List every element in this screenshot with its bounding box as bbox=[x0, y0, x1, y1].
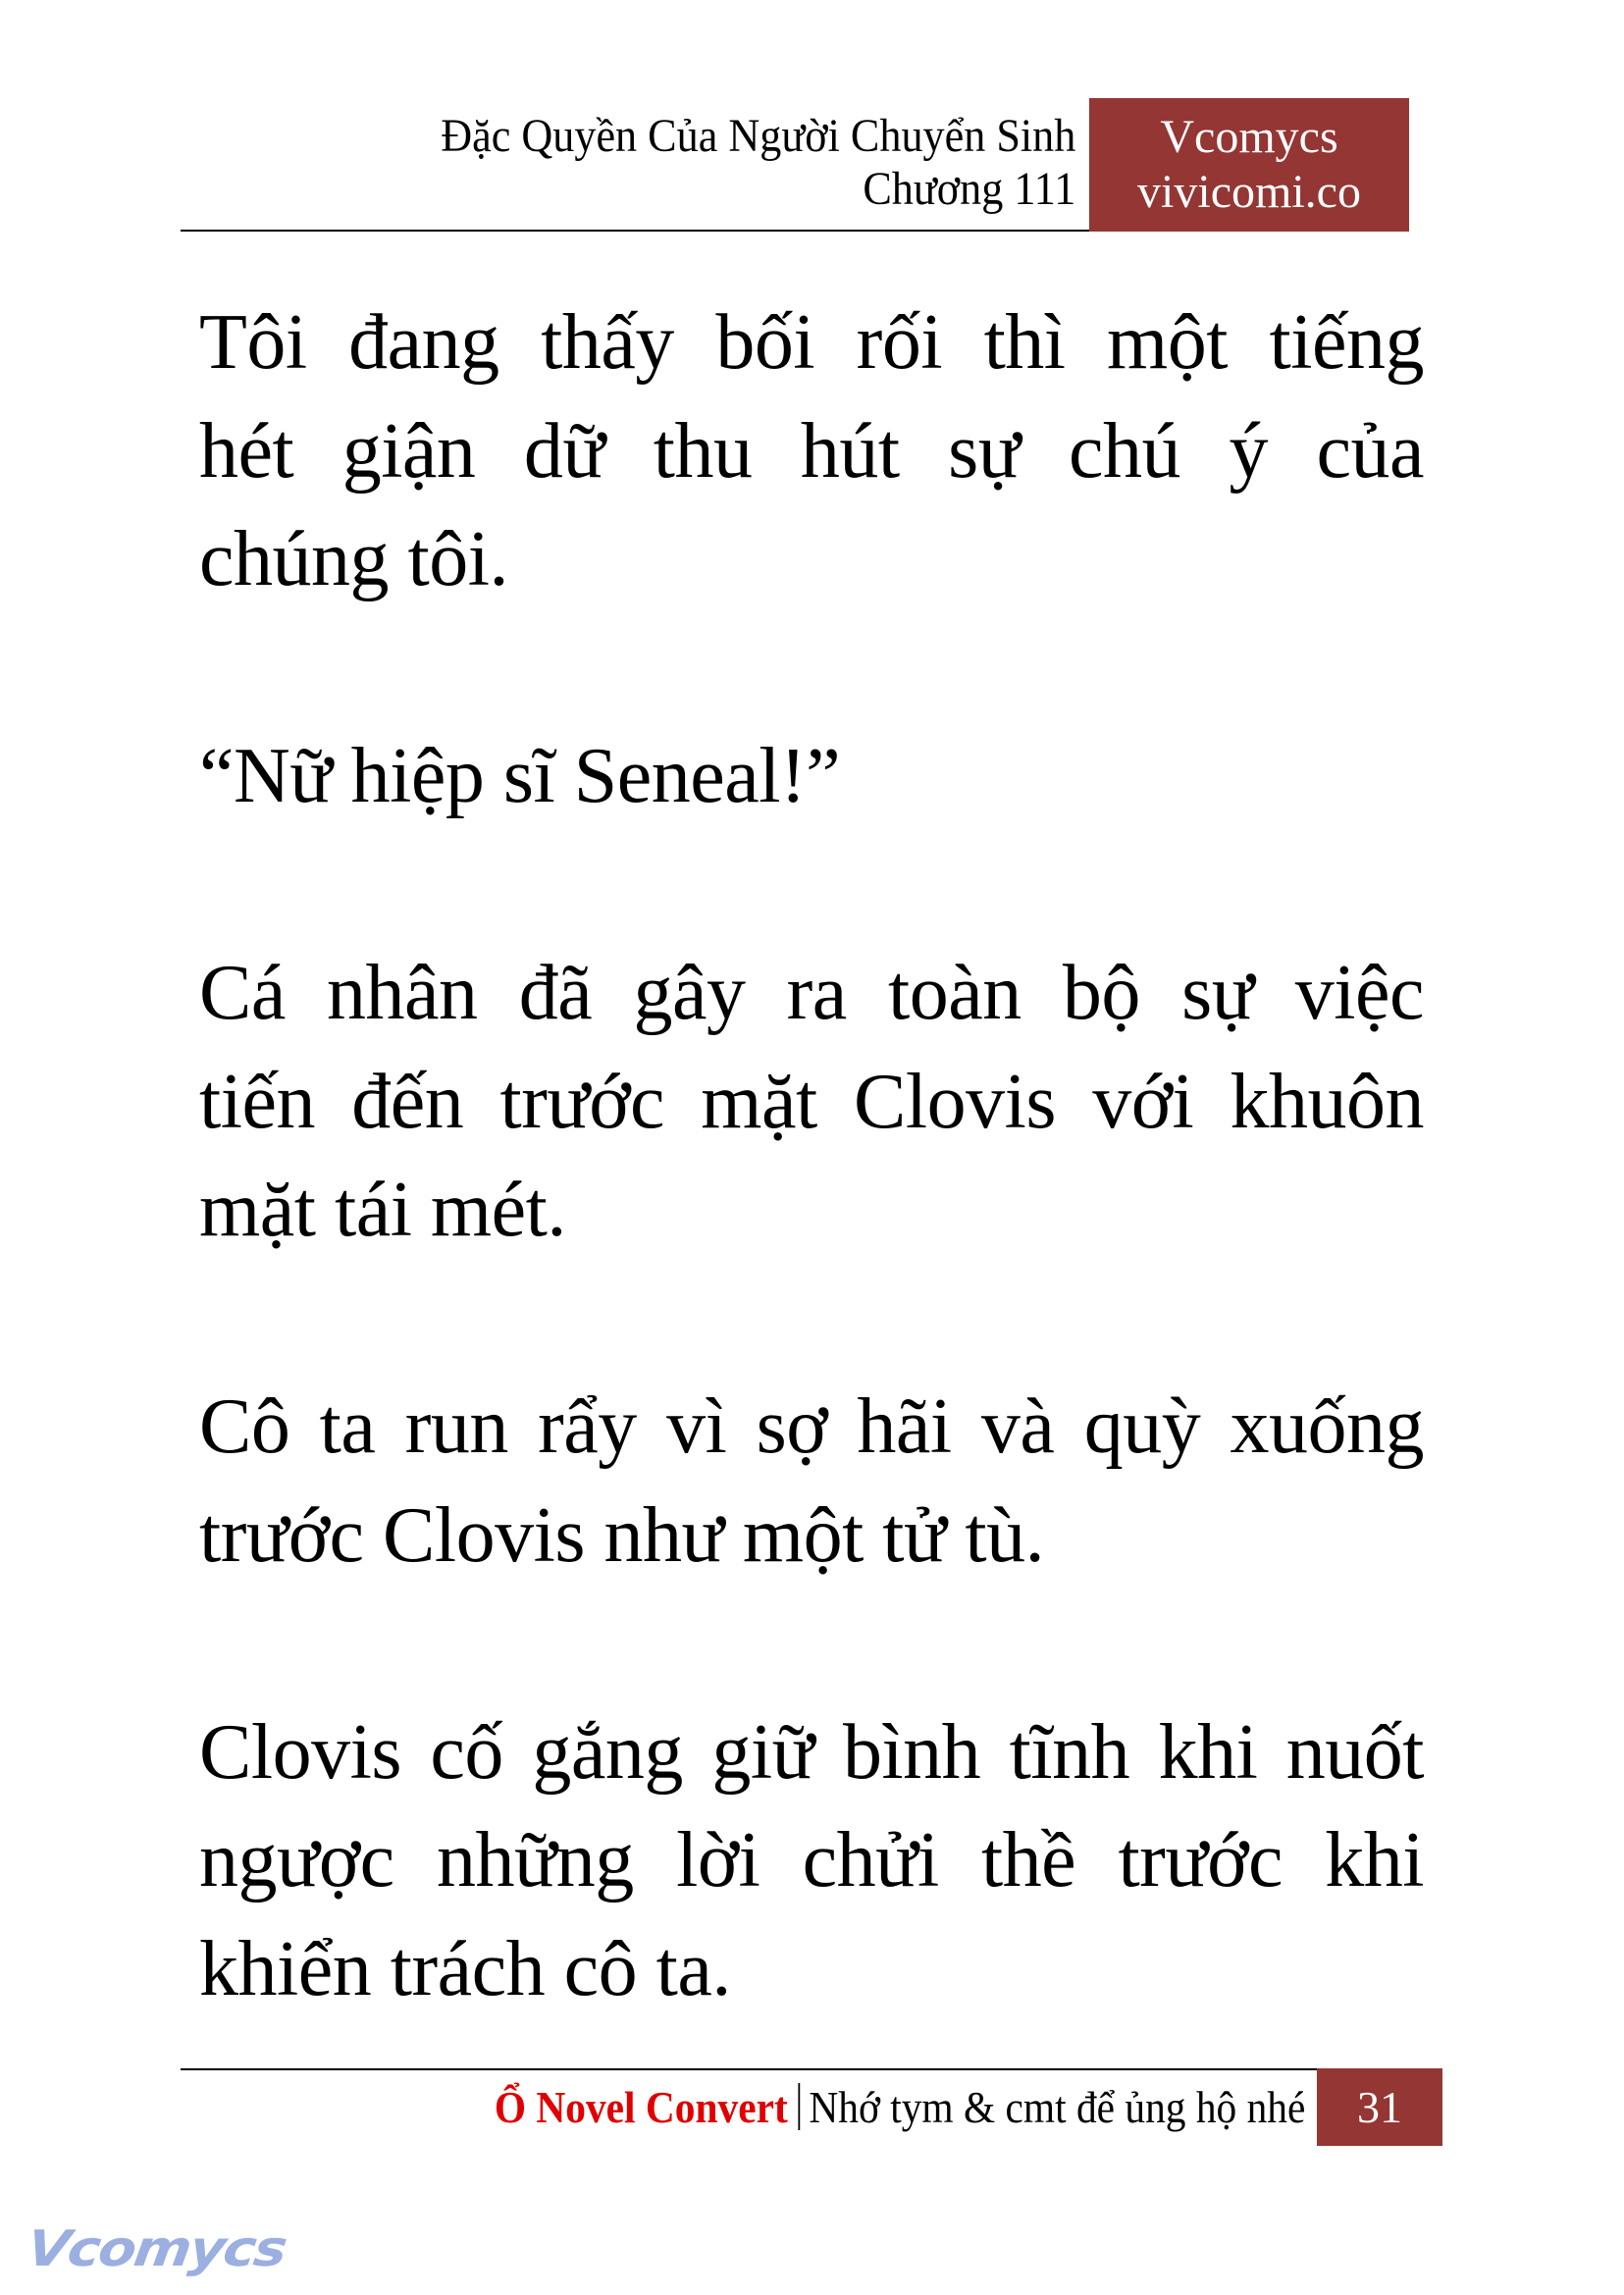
text-line: Cô ta run rẩy vì sợ hãi và quỳ xuống bbox=[199, 1383, 1424, 1470]
page-footer bbox=[181, 2068, 1442, 2147]
footer-text bbox=[494, 2078, 1305, 2137]
footer-brand: Ổ Novel Convert bbox=[494, 2082, 788, 2132]
paragraph bbox=[199, 1373, 1424, 1590]
text-line: tiến đến trước mặt Clovis với khuôn bbox=[199, 1058, 1424, 1145]
vcomycs-logo: Vcomycs bbox=[23, 2220, 289, 2278]
text-line: hét giận dữ thu hút sự chú ý của bbox=[199, 407, 1424, 495]
header-title-block bbox=[441, 110, 1075, 216]
text-line: Clovis cố gắng giữ bình tĩnh khi nuốt bbox=[199, 1708, 1424, 1796]
text-line: Tôi đang thấy bối rối thì một tiếng bbox=[199, 299, 1424, 386]
text-line: chúng tôi. bbox=[199, 516, 508, 602]
header-divider bbox=[181, 230, 1089, 232]
page-header bbox=[181, 98, 1409, 232]
text-line: “Nữ hiệp sĩ Seneal!” bbox=[199, 733, 841, 819]
text-line: Cá nhân đã gây ra toàn bộ sự việc bbox=[199, 950, 1424, 1036]
text-line: mặt tái mét. bbox=[199, 1167, 566, 1253]
page-number-badge bbox=[1317, 2068, 1442, 2146]
footer-message: Nhớ tym & cmt để ủng hộ nhé bbox=[809, 2082, 1305, 2132]
page-content bbox=[199, 288, 1424, 2023]
chapter-label: Chương 111 bbox=[863, 163, 1075, 215]
paragraph-dialogue bbox=[199, 722, 1424, 831]
paragraph bbox=[199, 288, 1424, 614]
header-brand-box bbox=[1089, 98, 1409, 232]
brand-site: vivicomi.co bbox=[1137, 166, 1361, 218]
footer-separator bbox=[798, 2083, 800, 2130]
footer-divider bbox=[181, 2068, 1317, 2070]
text-line: trước Clovis như một tử tù. bbox=[199, 1491, 1045, 1579]
text-line: ngược những lời chửi thề trước khi bbox=[199, 1817, 1424, 1904]
brand-name: Vcomycs bbox=[1160, 111, 1338, 163]
paragraph bbox=[199, 939, 1424, 1265]
page-number: 31 bbox=[1357, 2082, 1402, 2132]
text-line: khiển trách cô ta. bbox=[199, 1925, 731, 2012]
book-title: Đặc Quyền Của Người Chuyển Sinh bbox=[440, 110, 1075, 162]
paragraph bbox=[199, 1698, 1424, 2024]
